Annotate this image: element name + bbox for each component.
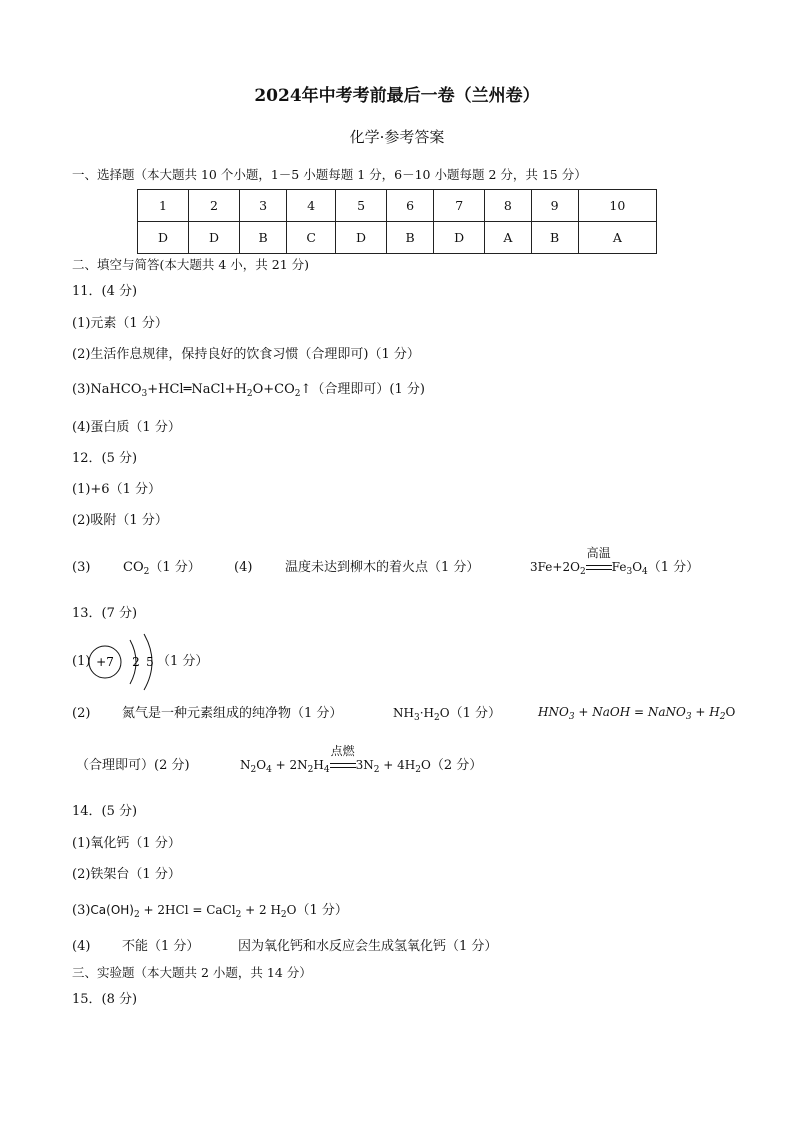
q12-equation — [530, 546, 700, 577]
score: （2 分） — [430, 758, 483, 773]
table-cell: D — [434, 222, 485, 254]
table-cell: D — [189, 222, 240, 254]
formula: + 2N — [271, 758, 308, 772]
subscript: 2 — [415, 765, 421, 775]
q14-heading: 14．(5 分) — [72, 804, 138, 819]
reaction-condition — [330, 744, 356, 771]
subscript: 4 — [266, 765, 272, 775]
subscript: 2 — [134, 910, 140, 920]
table-cell: D — [336, 222, 387, 254]
q14-answer-2: (2)铁架台（1 分） — [72, 867, 181, 882]
double-line-icon — [586, 565, 612, 570]
formula: O — [286, 903, 297, 917]
formula: + 2HCl = CaCl — [139, 903, 236, 917]
formula: O — [256, 758, 267, 772]
subscript: 2 — [373, 765, 380, 775]
q13-equation-1 — [538, 705, 736, 722]
q13-answer-2: 氮气是一种元素组成的纯净物（1 分） — [122, 706, 343, 721]
q14-answer-4a: 不能（1 分） — [122, 939, 200, 954]
q15-heading: 15．(8 分) — [72, 992, 138, 1007]
q11-answer-1: (1)元素（1 分） — [72, 316, 168, 331]
q11-answer-2: (2)生活作息规律，保持良好的饮食习惯（合理即可)（1 分） — [72, 347, 420, 362]
q12-heading: 12．(5 分) — [72, 451, 138, 466]
atom-nucleus: +7 — [96, 655, 114, 669]
subscript: 4 — [642, 567, 648, 577]
formula: HNO — [538, 705, 569, 719]
subscript: 3 — [568, 712, 575, 722]
subscript: 2 — [235, 910, 242, 920]
subscript: 2 — [433, 713, 440, 723]
table-cell: A — [578, 222, 656, 254]
score: （1 分） — [149, 560, 201, 575]
table-row-answers — [138, 222, 657, 254]
q14-answer-4-label: (4) — [72, 939, 91, 954]
subscript: 2 — [579, 567, 586, 577]
subscript: 2 — [294, 389, 301, 399]
subscript: 2 — [246, 389, 253, 399]
formula: + 2 H — [241, 903, 281, 917]
q12-answer-1: (1)+6（1 分） — [72, 482, 161, 497]
q11-answer-4: (4)蛋白质（1 分） — [72, 420, 181, 435]
subscript: 3 — [685, 712, 692, 722]
answer-label: (3) — [72, 903, 91, 918]
q13-answer-1-label: (1) — [72, 654, 91, 669]
score: （1 分） — [296, 903, 348, 918]
q12-answer-2: (2)吸附（1 分） — [72, 513, 168, 528]
formula: (OH) — [106, 903, 134, 917]
q13-answer-3-note: （合理即可）(2 分) — [76, 758, 190, 773]
q13-answer-1-score: （1 分） — [157, 654, 209, 669]
table-cell: 8 — [485, 190, 531, 222]
subscript: 2 — [143, 567, 150, 577]
q13-heading: 13．(7 分) — [72, 606, 138, 621]
answer-note: ↑（合理即可）(1 分) — [300, 382, 425, 397]
table-cell: 9 — [531, 190, 578, 222]
q11-heading: 11．(4 分) — [72, 284, 138, 299]
table-cell: 5 — [336, 190, 387, 222]
reaction-condition — [586, 546, 612, 573]
q14-answer-3 — [72, 903, 348, 920]
subscript: 2 — [280, 910, 287, 920]
score: （1 分） — [449, 706, 501, 721]
formula: + NaOH = NaNO — [574, 705, 686, 719]
subscript: 4 — [323, 765, 330, 775]
atom-shell-2: 5 — [146, 655, 154, 669]
subscript: 2 — [719, 712, 726, 722]
table-cell: 7 — [434, 190, 485, 222]
formula: 3N — [355, 758, 374, 772]
table-cell: 3 — [240, 190, 287, 222]
double-line-icon — [330, 763, 356, 768]
q12-answer-3-label: (3) — [72, 560, 91, 575]
formula: + H — [691, 705, 720, 719]
table-cell: 4 — [287, 190, 336, 222]
score: （1 分） — [647, 560, 700, 575]
formula: O — [420, 758, 431, 772]
formula: NH — [393, 706, 414, 720]
table-cell: A — [485, 222, 531, 254]
q11-answer-3 — [72, 382, 425, 399]
formula: H — [313, 758, 324, 772]
q14-answer-4b: 因为氧化钙和水反应会生成氢氧化钙（1 分） — [238, 939, 498, 954]
condition-text: 高温 — [586, 546, 611, 560]
answer-table — [137, 189, 657, 254]
condition-text: 点燃 — [330, 744, 355, 758]
formula: CO — [123, 560, 144, 575]
atom-shell-1: 2 — [132, 655, 140, 669]
q13-answer-2-label: (2) — [72, 706, 91, 721]
table-row-numbers — [138, 190, 657, 222]
formula: N — [240, 758, 251, 772]
table-cell: D — [138, 222, 189, 254]
q12-answer-4-label: (4) — [234, 560, 253, 575]
answer-label: (3) — [72, 382, 91, 397]
q14-answer-1: (1)氧化钙（1 分） — [72, 836, 181, 851]
q12-answer-3 — [123, 560, 201, 577]
subscript: 3 — [413, 713, 420, 723]
table-cell: 10 — [578, 190, 656, 222]
formula: + 4H — [379, 758, 416, 772]
subscript: 3 — [141, 389, 148, 399]
table-cell: 1 — [138, 190, 189, 222]
formula: O — [439, 706, 450, 720]
section-2-heading: 二、填空与简答(本大题共 4 小，共 21 分) — [72, 257, 310, 272]
formula: NaHCO — [90, 382, 142, 397]
formula: Fe — [611, 560, 627, 574]
page-title: 2024年中考考前最后一卷（兰州卷） — [254, 86, 540, 106]
subscript: 3 — [626, 567, 633, 577]
formula: O+CO — [252, 382, 295, 397]
table-cell: B — [240, 222, 287, 254]
table-cell: 2 — [189, 190, 240, 222]
formula: O — [632, 560, 643, 574]
q13-equation-2 — [240, 744, 483, 775]
table-cell: 6 — [387, 190, 434, 222]
page-subtitle: 化学·参考答案 — [349, 128, 445, 146]
table-cell: C — [287, 222, 336, 254]
subscript: 2 — [250, 765, 257, 775]
table-cell: B — [531, 222, 578, 254]
formula: +HCl═NaCl+H — [147, 382, 247, 397]
subscript: 2 — [307, 765, 314, 775]
table-cell: B — [387, 222, 434, 254]
formula: 3Fe+2O — [530, 560, 580, 574]
section-1-heading: 一、选择题（本大题共 10 个小题，1－5 小题每题 1 分，6－10 小题每题 2 分，共 15 分） — [72, 167, 587, 182]
q13-answer-2b — [393, 706, 501, 723]
formula: ·H — [419, 706, 434, 720]
formula: O — [725, 705, 736, 719]
formula: Ca — [90, 903, 107, 917]
section-3-heading: 三、实验题（本大题共 2 小题，共 14 分） — [72, 965, 312, 980]
q12-answer-4: 温度未达到柳木的着火点（1 分） — [285, 560, 480, 575]
